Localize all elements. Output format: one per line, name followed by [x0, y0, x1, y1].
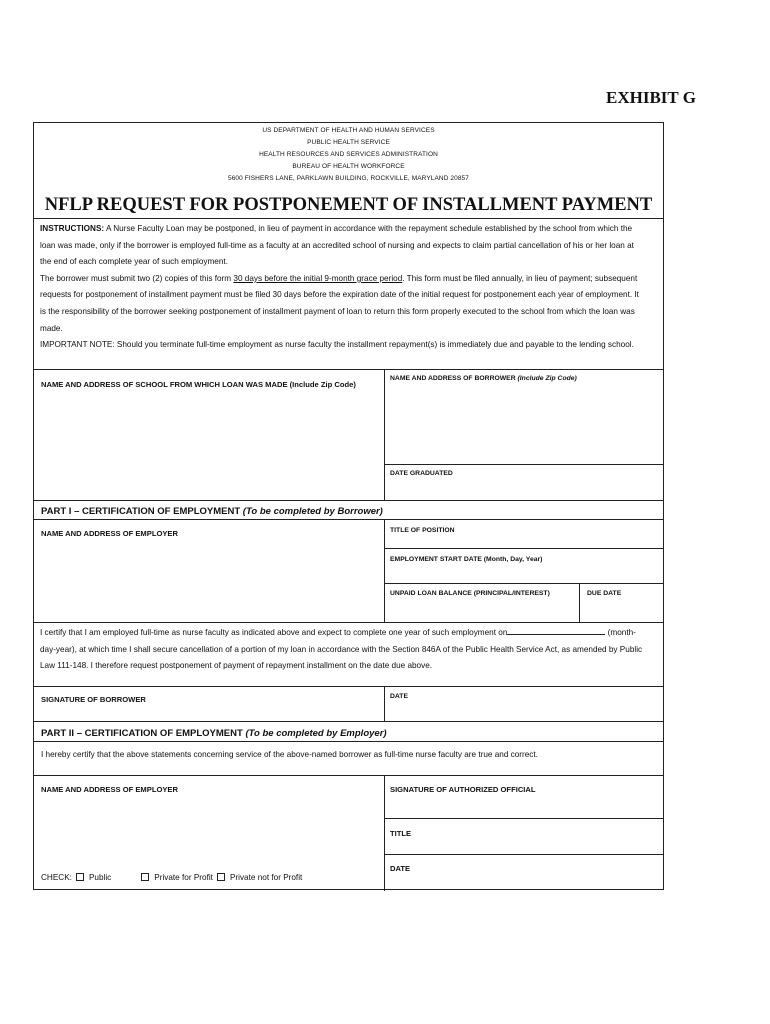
part1-heading: PART I – CERTIFICATION OF EMPLOYMENT (To be completed by Borrower) [41, 506, 383, 517]
position-title-field[interactable]: TITLE OF POSITION [390, 527, 455, 534]
instructions-p1: INSTRUCTIONS: A Nurse Faculty Loan may be postponed, in lieu of payment in accordance with the repayment schedule established by the school from which the loan was made, only if the borrower is employed full-time as a faculty at an accredited school of nursing and expects to claim partial cancellation of his or her loan at the end of each complete year of such employment. [40, 224, 634, 267]
private-not-for-profit-checkbox[interactable] [217, 873, 225, 881]
divider [34, 218, 663, 219]
column-divider [384, 369, 385, 500]
school-name-address-field[interactable]: NAME AND ADDRESS OF SCHOOL FROM WHICH LOAN WAS MADE (Include Zip Code) [41, 380, 356, 389]
agency-line: PUBLIC HEALTH SERVICE [307, 139, 390, 146]
part2-heading: PART II – CERTIFICATION OF EMPLOYMENT (To be completed by Employer) [41, 728, 387, 739]
borrower-date-field[interactable]: DATE [390, 693, 408, 700]
nflp-form [33, 122, 664, 890]
column-divider [579, 583, 580, 622]
date-graduated-field[interactable]: DATE GRADUATED [390, 470, 453, 477]
instructions-p2: The borrower must submit two (2) copies of this form 30 days before the initial 9-month grace period. This form must be filed annually, in lieu of payment; subsequent requests for postponement of installment payment must be filed 30 days before the expiration date of the initial request for postponement each year of employment. It is the responsibility of the borrower seeking postponement of installment payment of loan to return this form properly executed to the school from which the loan was made. [40, 273, 639, 333]
agency-line: HEALTH RESOURCES AND SERVICES ADMINISTRATION [259, 151, 438, 158]
official-date-field[interactable]: DATE [390, 864, 411, 873]
unpaid-loan-balance-field[interactable]: UNPAID LOAN BALANCE (PRINCIPAL/INTEREST) [390, 590, 550, 597]
official-title-field[interactable]: TITLE [390, 829, 412, 838]
instructions-label: INSTRUCTIONS: [40, 224, 105, 233]
divider [34, 741, 663, 742]
employer2-name-address-field[interactable]: NAME AND ADDRESS OF EMPLOYER [41, 785, 178, 794]
divider [384, 854, 664, 855]
important-note: IMPORTANT NOTE: Should you terminate full-time employment as nurse faculty the installment repayment(s) is immediately due and payable to the lending school. [40, 340, 634, 350]
column-divider [384, 775, 385, 891]
agency-line: 5600 FISHERS LANE, PARKLAWN BUILDING, ROCKVILLE, MARYLAND 20857 [228, 175, 469, 182]
divider [34, 622, 663, 623]
divider [34, 519, 663, 520]
divider [384, 464, 664, 465]
divider [34, 775, 663, 776]
grace-period-note: 30 days before the initial 9-month grace period [233, 273, 403, 283]
public-checkbox[interactable] [76, 873, 84, 881]
agency-line: BUREAU OF HEALTH WORKFORCE [292, 163, 405, 170]
borrower-signature-field[interactable]: SIGNATURE OF BORROWER [41, 695, 146, 704]
employment-start-date-field[interactable]: EMPLOYMENT START DATE (Month, Day, Year) [390, 556, 543, 563]
divider [384, 818, 664, 819]
employer-name-address-field[interactable]: NAME AND ADDRESS OF EMPLOYER [41, 529, 178, 538]
due-date-field[interactable]: DUE DATE [587, 590, 622, 597]
divider [34, 721, 663, 722]
official-signature-field[interactable]: SIGNATURE OF AUTHORIZED OFFICIAL [390, 785, 536, 794]
private-for-profit-checkbox[interactable] [141, 873, 149, 881]
instructions [40, 221, 641, 354]
form-title: NFLP REQUEST FOR POSTPONEMENT OF INSTALLMENT PAYMENT [44, 195, 653, 215]
borrower-name-address-field[interactable]: NAME AND ADDRESS OF BORROWER (Include Zip Code) [390, 375, 577, 382]
employer-certification: I hereby certify that the above statements concerning service of the above-named borrower as full-time nurse faculty are true and correct. [41, 750, 538, 759]
divider [34, 686, 663, 687]
borrower-certification: I certify that I am employed full-time as nurse faculty as indicated above and expect to complete one year of such employment on (month-day-year), at which time I shall secure cancellation of a portion of my loan in accordance with the Section 846A of the Public Health Service Act, as amended by Public Law 111-148. I therefore request postponement of payment of repayment installment on the date due above. [40, 628, 643, 671]
divider [34, 500, 663, 501]
agency-line: US DEPARTMENT OF HEALTH AND HUMAN SERVICES [262, 127, 435, 134]
column-divider [384, 519, 385, 622]
exhibit-label: EXHIBIT G [606, 88, 696, 107]
school-type-checkboxes: CHECK: Public Private for Profit Private not for Profit [41, 873, 303, 882]
column-divider [384, 686, 385, 721]
divider [34, 369, 663, 370]
divider [384, 583, 664, 584]
completion-date-blank[interactable] [507, 626, 605, 635]
divider [384, 548, 664, 549]
